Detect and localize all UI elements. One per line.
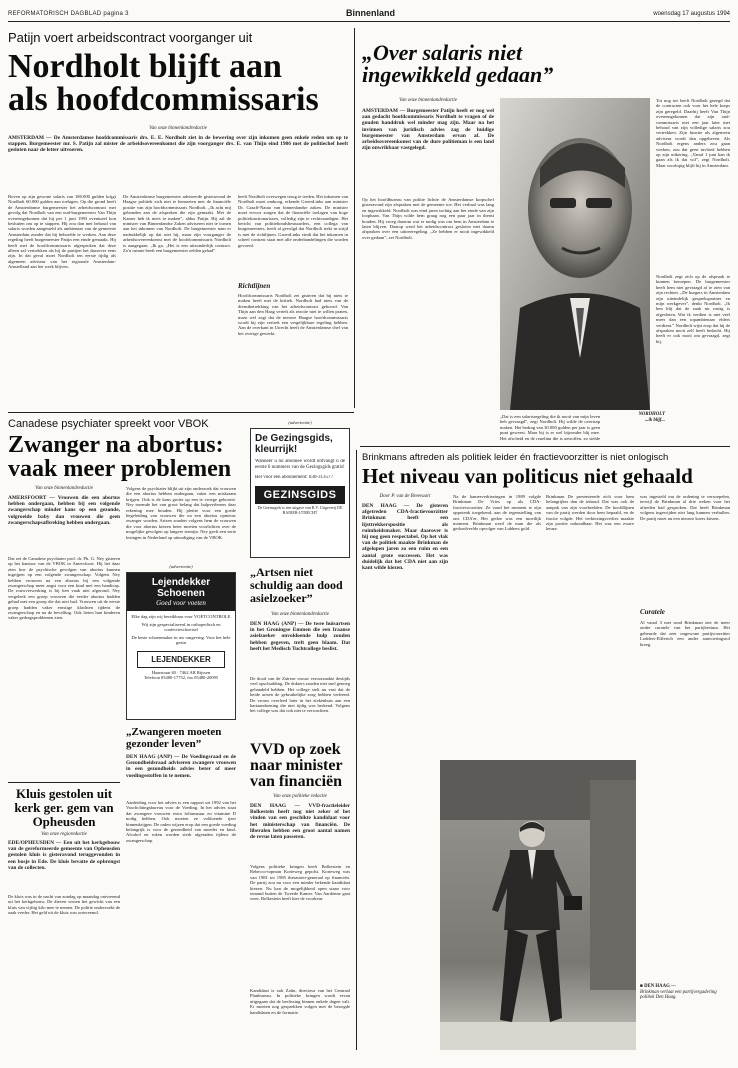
article3-headline-line2: vaak meer problemen: [8, 455, 232, 482]
column-divider: [356, 450, 357, 1050]
article8-kicker: Brinkmans aftreden als politiek leider én fractievoorzitter is niet onlogisch: [362, 452, 669, 463]
article3-column1: Dat zei de Canadese psychiater prof. dr. Ph. G. Ney gisteren op het kantoor van de VBOK in Amersfoort. Hij liet daar zien hoe de psychische gevolgen van abortus kunnen ingrijpen op een volgende zwangerschap. Volgens Ney hebben vrouwen na een abortus bij een volgende zwangerschap meer angst voor een kind met een handicap. De rouwverwerking is bij hen vaak niet afgerond. Ney vergeleek een groep vrouwen die eerder abortus hadden gehad met een groep die dat niet had. Vrouwen uit de eerste groep hadden vaker ernstige klachten tijdens de zwangerschap en na de bevalling. Ook lieten hun kinderen vaker gedragsproblemen zien.: [8, 556, 120, 621]
ad-lejendekker-line1: Elke dag zijn wij bereikbaar voor VOETCONTROLE: [131, 614, 231, 619]
article7-headline-line2: naar minister: [250, 757, 343, 774]
ad-lejendekker-tag: (advertentie): [169, 564, 193, 569]
article7-column2: Kandidaat is ook Zalm, directeur van het Centraal Planbureau. In politieke kringen wordt ervan uitgegaan dat de beslissing binnen enkele dagen valt. Er moeten nog gesprekken volgen met de beoogde kandidaten en de formatie.: [250, 988, 350, 1015]
article5-lead: DEN HAAG (ANP) — De Voedingsraad en de Gezondheidsraad adviseren zwangere vrouwen in een gezondheids advies beter of meer voedingsstoffen in te nemen.: [126, 754, 236, 779]
ad-lejendekker-title1: Lejendekker: [151, 577, 211, 588]
ad-gezinsgids-tag: (advertentie): [288, 420, 312, 425]
ad-gezinsgids-call: Bel voor een abonnement: 030-313577: [255, 475, 334, 480]
article4-lead: DEN HAAG (ANP) — De twee huisartsen in het Groningse Emmen die een Iraanse asielzoeker onvoldoende hulp zouden hebben gegeven, treft geen blaam. Dat heeft het Medisch Tuchtcollege beslist.: [250, 621, 350, 652]
article8-headline: Het niveau van politicus niet gehaald: [362, 464, 693, 488]
article3-headline: [8, 434, 248, 481]
article7-column1: Volgens politieke kringen heeft Bolkestein en Rebecco-topman Korteweg gepolst. Korteweg was van 1981 tot 1985 thesaurier-generaal op financiën. De partij zou nu voor een minder bekende kandidaat kiezen. Nu kan de mogelijkheid open staan voor iemand buiten de Tweede Kamer. Van Aardenne gaat weer. Bolkestein heeft hier de voorkeur.: [250, 864, 350, 902]
ad-gezinsgids-body: Wanneer u nu abonnee wordt ontvangt u de eerste 6 nummers van de Gezingsgids gratis!: [255, 459, 345, 470]
ad-lejendekker-header: [127, 573, 235, 611]
ad-lejendekker-body: [127, 611, 235, 649]
article2-column2: „Dat is een salarisregeling die ik nooit van mijn leven heb gevraagd”, zegt Nordholt. Hij wilde de overstap maken. Het bedrag van 30.000 gulden per jaar is geen punt geweest. Maar hij is er wel bijzonder blij mee. Het afscheid en de regeling die is getroffen, zo stelde: [500, 414, 600, 440]
ad-lejendekker-line3: De beste schoenmaker in uw omgeving. Voor het hele gezin: [131, 634, 231, 646]
article4-headline: „Artsen niet schuldig aan dood asielzoeker”: [250, 565, 343, 605]
article4-body: De dood van de Zaïrese vrouw veroorzaakte destijds veel opschudding. De dokters zouden niet snel genoeg gehandeld hebben. Het college stelt nu vast dat de beide artsen de gebruikelijke zorg hebben verleend. De vrouw overleed later in het ziekenhuis aan een hartaandoening die niet tijdig was herkend. Volgens het college was dat ook niet te verwachten.: [250, 676, 350, 714]
article3-headline-line1: Zwanger na abortus:: [8, 432, 224, 458]
nordholt-caption-name: NORDHOLT: [638, 412, 665, 417]
ad-gezinsgids-logo: GEZINSGIDS: [255, 486, 345, 504]
masthead-paper-name: REFORMATORISCH DAGBLAD pagina 3: [8, 11, 129, 17]
article1-column2: De Amsterdamse burgemeester adviseerde gisteravond de Haagse politiek zich niet te bemoeien met de financiële positie van zijn hoofdcommissaris Nordholt. „Ik acht mij gebonden aan de afspraken die zijn gemaakt. Met de Kamer heb ik niets te maken”, aldus Patijn. Hij zal de minister van Binnenlandse Zaken adviseren niet te tornen aan het inkomen van Nordholt. De burgemeester nam er nadrukkelijk op dat niet hij, maar zijn voorganger de arbeidsovereenkomst met de hoofdcommissaris Nordholt is aangegaan. „Ik ga, „Het is een uitzonderlijk contract. Zo'n ruimte heeft een burgemeester zelden gehad”.: [123, 194, 231, 254]
article8-column4b: Al vanaf 3 mei rond Brinkman ziet de meer onder curatele van het partijbestuur. Het gebeurde dat zeer ongewone partijvoorzitter Lodders-Elfferich een ander aanvoeringsrol kreeg.: [640, 620, 730, 647]
article7-headline-line1: VVD op zoek: [250, 741, 341, 758]
article2-lead: AMSTERDAM — Burgemeester Patijn heeft er nog wel aan gedacht hoofdcommissaris Nordholt te vragen of de gouden handdruk wel minder mag zijn. Maar na het invinnen van juridisch advies zag de huidige burgemeester van Amsterdam ervan af. De arbeidsovereenkomst van de dure politieman is een land zijn onwrikbaar vastgelegd.: [362, 108, 494, 152]
ad-gezinsgids-title: De Gezingsgids, kleurrijk!: [255, 433, 333, 455]
article3-kicker: Canadese psychiater spreekt voor VBOK: [8, 418, 209, 430]
nordholt-photo: [500, 98, 650, 410]
article1-headline-line1: Nordholt blijft aan: [8, 48, 282, 85]
article1-kicker: Patijn voert arbeidscontract voorganger uit: [8, 30, 253, 45]
article7-byline: Van onze politieke redactie: [273, 794, 327, 799]
section-rule: [8, 412, 354, 413]
article3-lead: AMERSFOORT — Vrouwen die een abortus hebben ondergaan, hebben bij een volgende zwangerschap minder kans op een gezonde, volgroeide baby dan vrouwen die geen zwangerschapsafbreking hebben ondergaan.: [8, 495, 120, 526]
article7-headline-line3: van financiën: [250, 773, 343, 790]
article8-subhead: Curatele: [640, 608, 665, 616]
brinkman-caption-label: DEN HAAG —: [644, 984, 676, 989]
ad-lejendekker-phone: Telefoon 05480-17752, fax 05480-20095: [143, 674, 219, 680]
article7-headline: [250, 742, 350, 790]
ad-lejendekker-line2: Wij zijn gespecialiseerd in orthopedisch en confectieschoeisel: [141, 621, 221, 633]
article2-column1: Op het hoofdbureau van politie lichtte de Amsterdamse korpschef gisteravond zijn afspraken met de gemeente toe. Het verhaal was lang en ingewikkeld. Nordholt was eind jaren tachtig aan het einde van zijn loopbaan. Van Thijn wilde hem graag nog een paar jaar in dienst houden. Hij vroeg daarom wat er nodig was om hem in Amsterdam te laten blijven. Daarop werd het arbeidscontract gesloten met daarin afspraken over een uittreeregeling. „Ze hebben er nooit ingewikkeld over gedaan”, zei Nordholt.: [362, 197, 494, 240]
article2-headline: „Over salaris niet ingewikkeld gedaan”: [362, 40, 554, 87]
masthead-date: woensdag 17 augustus 1994: [653, 11, 730, 17]
article1-headline-line2: als hoofdcommissaris: [8, 81, 319, 119]
article5-headline: „Zwangeren moeten gezonder leven”: [126, 726, 222, 750]
article6-body: De kluis was in de nacht van zondag op maandag ontvreemd uit het kerkgebouw. De dieven wisten het gewicht van een kluis van vijftig kilo mee te nemen. De politie onderzoekt de zaak verder. Het geld uit de kluis was ontvreemd.: [8, 894, 120, 916]
article4-byline: Van onze binnenlandredactie: [271, 612, 329, 617]
article1-byline: Van onze binnenlandredactie: [149, 126, 207, 131]
article6-byline: Van onze regioredactie: [41, 832, 87, 837]
article8-column2: Na de kamerverkiezingen in 1989 volgde Brinkman De Vries op als CDA-fractievoorzitter. Ze vond het moment te zijn oppotenk toegekend, aan de tegenstelling van ons CDA'er. Het gedoe was een moeilijk moment. Brinkman werd de man die als gedoodverfde opvolger van Lubbers gold.: [453, 494, 541, 532]
article1-subhead: Richtlijnen: [238, 282, 271, 290]
article3-byline: Van onze binnenlandredactie: [35, 486, 93, 491]
ad-lejendekker-logo: LEJENDEKKER: [137, 651, 225, 668]
article6-lead: EDE/OPHEUSDEN — Een uit het kerkgebouw van de gereformeerde gemeente van Opheusden gestolen kluis is gisteravond teruggevonden in een bosje in Ede. De kluis bevatte de opbrengst van de collecten.: [8, 840, 120, 871]
masthead: [8, 8, 730, 22]
column-divider: [354, 28, 355, 408]
section-rule: [360, 446, 730, 447]
article1-column1: Boven op zijn gewone salaris van 180.000 gulden krijgt Nordholt 60.000 gulden aan toelagen. Op die grond heeft de Amsterdamse burgemeester het arbeidscontract met gevolg dat Nordholt van een oud-burgemeester Van Thijn overeengekomen dat hij per 1 juni 1993 eventueel kon besluiten om op te stappen. Hij zou dan met behoud van salaris worden aangesteld als ambtenaar van de gemeente Amsterdam zonder dat hij behoefde te werken. Aan deze regeling heeft burgemeester Patijn een einde gemaakt. Hij heeft met de hoofdcommissaris afgesproken dat deze alleen zal vertrekken als hij de partijen het daarover eens zijn. In dat geval moet Nordholt ten eerste tijdig als algemeen adviseur van het regionale Amsterdam-Amstelland aan het werk blijven.: [8, 194, 116, 270]
ad-lejendekker[interactable]: [126, 572, 236, 720]
article8-column4: was ingesteld om de ordening te versoepelen, terwijl de Brinkman al drie weken voor het aftreden had gesproken. Dat heeft Brinkman volgens ingewijden niet lang kunnen verhullen. De partij moet nu een nieuwe koers kiezen.: [640, 494, 730, 521]
ad-gezinsgids-footer: De Gezinsgids is een uitgave van B.V. Uitgeverij DE BANIER-UTRECHT: [257, 505, 343, 515]
ad-gezinsgids[interactable]: [250, 428, 350, 558]
article1-lead: AMSTERDAM — De Amsterdamse hoofdcommissaris drs. E. E. Nordholt ziet in de bewering over zijn inkomen geen enkele reden om op te stappen. Burgemeester mr. S. Patijn zal mister de arbeidsovereenkomst die zijn voorganger drs. E. van Thijn eind 1986 met de politiechef heeft gesloten naar de letter uitvoeren.: [8, 135, 348, 154]
article8-column3: Brinkman De presenteerde zich voor hem belangrijker dan de inhoud. Dat was ook de aanpak van zijn voorbeelden. De hoofdlijnen van de partij werden door hem bepaald, en de fractie volgde. Het verkiezingsverlies maakte zijn positie onhoudbaar. Het was een zware keuze.: [546, 494, 634, 532]
article2-column3: Tot nog toe heeft Nordholt gezegd dat de contracten ook voor het hele korps zijn geregeld. Daarbij heeft Van Thijn overeengekomen dat zijn oud-commissaris niet een jaar later met behoud van zijn volledige salaris zou vertrekken. Zijn functie als algemeen adviseur wordt dan opgeheven. Als Nordholt ergens anders zou gaan werken, zou dat geen invloed hebben op zijn uitkering. „Vanaf 1 juni kan ik gaan als ik dat wil”, zegt Nordholt. Maar voorlopig blijft hij in Amsterdam.: [656, 98, 730, 168]
article8-byline: Door P. van de Breevaart: [379, 494, 431, 499]
article7-lead: DEN HAAG — VVD-fractieleider Bolkestein heeft nog niet zeker of het vinden van een geschikte kandidaat voor het ministerschap van financiën. De liberalen hebben een groot aantal namen de revue laten passeren.: [250, 803, 350, 841]
article6-headline: Kluis gestolen uit kerk ger. gem van Opheusden: [14, 786, 114, 829]
article6: [8, 782, 120, 1050]
article5-body: Aanleiding voor het advies is een rapport uit 1992 van het Voorlichtingsbureau voor de Voeding. In het advies staat dat zwangere vrouwen extra foliumzuur en vitamine D nodig hebben. Ook moeten ze voldoende ijzer binnenkrijgen. De raden wijzen erop dat een goede voeding belangrijk is voor de gezondheid van moeder en kind. Alcohol en roken worden sterk afgeraden tijdens de zwangerschap.: [126, 800, 236, 843]
brinkman-caption-text: Brinkman verlaat een partijvergadering politiek Den Haag.: [640, 989, 717, 1001]
article1-column3b: Hoofdcommissaris Nordholt zei gisteren dat hij niets te maken heeft met de kritiek. Nordholt had niets van de dienstbetrekking van het arbeidscontract gehoord. Van Thijn aan den Haag vertelt als reactie niet te willen praten, maar wel zegt dat de nieuwe Haagse hoofdcommissaris wordt bij zijn vertrek een vergelijkbare regeling hebben. Aan de overkant in Utrecht heeft de Amsterdamse chef van het overige gewerkt.: [238, 293, 348, 336]
ad-lejendekker-title2: Schoenen: [157, 588, 205, 599]
nordholt-caption-text: ...ik blijf...: [644, 417, 665, 423]
ad-lejendekker-tagline: Goed voor voeten: [156, 599, 206, 607]
article3-column2: Volgens de psychiater blijkt uit zijn onderzoek dat vrouwen die een abortus hebben ondergaan, vaker een miskraam krijgen. Ook is de kans groter op een te vroege geboorte. Ney noemde het van groot belang dat hulpverleners daar rekening mee houden. Hij pleitte voor een goede begeleiding van vrouwen die na een abortus opnieuw zwanger worden. Artsen zouden volgens hem de vrouwen die voor abortus kiezen beter moeten voorlichten over de mogelijke gevolgen op langere termijn. Ney geeft een serie lezingen in Nederland op uitnodiging van de VBOK.: [126, 486, 236, 540]
masthead-section: Binnenland: [346, 8, 395, 18]
ad-lejendekker-address: Haarstraat 40 · 7462 AR Rijssen: [151, 669, 211, 675]
article2-byline: Van onze binnenlandredactie: [399, 98, 457, 103]
article8-column1: DEN HAAG — De gisteren afgetreden CDA-fractievoorzitter Brinkman heeft een lijsttrekkerspositie als ruimheidsmaker. Maar daarover is hij nog geen respectabel. Op het vlak van de politiek maakte Brinkman de afgelopen jaren zo een ruim en een aantal grote successen. Het was duidelijk dat het CDA niet aan zijn kant wilde kiezen.: [362, 503, 448, 572]
article2-column4: Nordholt zegt zich op de afspraak te kunnen beroepen. De burgemeester heeft hem niet gevraagd af te zien van zijn rechten. „De burgers in Amsterdam zijn uiteindelijk gesprekspartner en mijn werkgever”, denkt Nordholt. „Ik ben blij dat de zaak nu rustig is afgesloten. Wat ik verdien is niet veel meer dan een topambtenaar elders verdient.” Nordholt wijst erop dat hij de afspraken nooit zelf heeft bedacht. Hij heeft er ook nooit om gevraagd, zegt hij.: [656, 274, 730, 344]
bullet-icon: ■: [640, 984, 645, 989]
article1-column3a: heeft Nordholt overwegen terug te treden. Het inkomen van Nordholt moet omhoog, erkende GroenLinks aan minister Dr. Graaff-Nauta van binnenlandse zaken. De minister moet ervoor zorgen dat de financiële toelagen van hoge politiefunctionarissen, volledig zijn te rechtvaardigen. Het bericht van politiebondsbestuurders, een collega van burgemeesters, heeft al gevolgd dat Nordholt trekt in strijd is met de richtlijnen. GroenLinks vindt dat het inkomen in scheef contrast staat met alle onderhandelingen die worden gevoerd.: [238, 194, 348, 248]
brinkman-caption: [640, 984, 730, 1001]
brinkman-photo: [440, 760, 636, 1050]
article1-headline: [8, 50, 348, 117]
